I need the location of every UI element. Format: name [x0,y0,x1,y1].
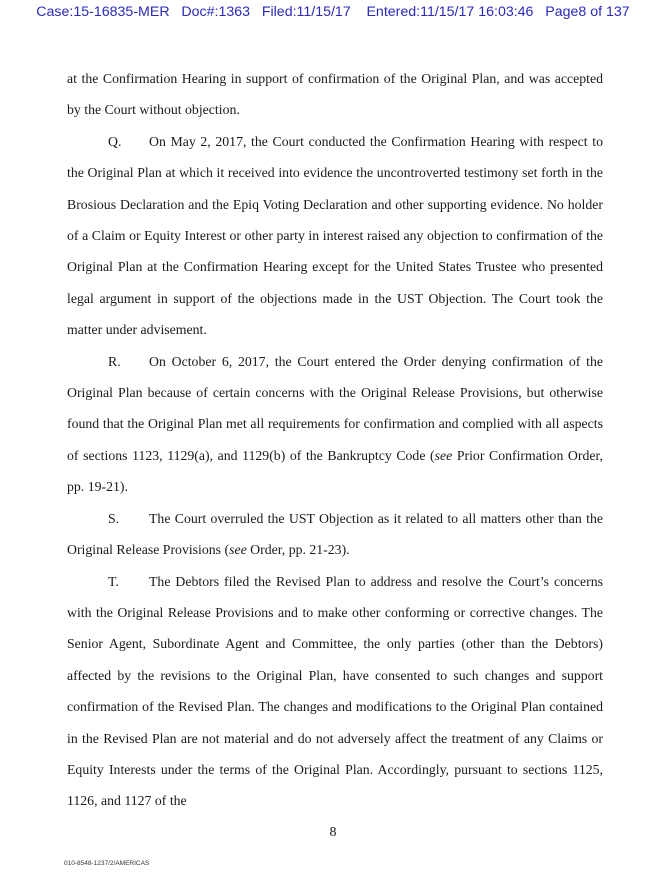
body-text [67,63,603,817]
paragraph-text-after: Prior Confirmation Order, pp. 19-21). [67,447,603,495]
paragraph-continuation [67,63,603,126]
paragraph-t [67,566,603,817]
footer-stamp: 010-8548-1237/2/AMERICAS [64,860,150,867]
paragraph-s [67,503,603,566]
italic-signal: see [434,447,453,463]
paragraph-q [67,126,603,346]
paragraph-r [67,346,603,503]
paragraph-text: On May 2, 2017, the Court conducted the Confirmation Hearing with respect to the Original Plan at which it received into evidence the uncontroverted testimony set forth in the Brosious Declaration and the Epiq Voting Declaration and other supporting evidence. No holder of a Claim or Equity Interest or other party in interest raised any objection to confirmation of the Original Plan at the Confirmation Hearing except for the United States Trustee who presented legal argument in support of the objections made in the UST Objection. The Court took the matter under advisement. [67,133,603,338]
paragraph-letter: T. [108,573,119,589]
paragraph-letter: Q. [108,133,122,149]
paragraph-text: The Court overruled the UST Objection as it related to all matters other than the Original Release Provisions ( [67,510,603,558]
paragraph-text-after: Order, pp. 21-23). [246,542,350,558]
paragraph-text: The Debtors filed the Revised Plan to address and resolve the Court’s concerns with the Original Release Provisions and to make other conforming or corrective changes. The Senior Agent, Subordinate Agent and Committee, the only parties (other than the Debtors) affected by the revisions to the Original Plan, have consented to such changes and support confirmation of the Revised Plan. The changes and modifications to the Original Plan contained in the Revised Plan are not material and do not adversely affect the treatment of any Claims or Equity Interests under the terms of the Original Plan. Accordingly, pursuant to sections 1125, 1126, and 1127 of the [67,573,603,809]
paragraph-letter: R. [108,353,121,369]
italic-signal: see [229,542,247,558]
page-number: 8 [329,825,337,840]
paragraph-letter: S. [108,510,120,526]
case-header: Case:15-16835-MER Doc#:1363 Filed:11/15/17 Entered:11/15/17 16:03:46 Page8 of 137 [36,4,630,20]
paragraph-text: On October 6, 2017, the Court entered the Order denying confirmation of the Original Plan because of certain concerns with the Original Release Provisions, but otherwise found that the Original Plan met all requirements for confirmation and complied with all aspects of sections 1123, 1129(a), and 1129(b) of the Bankruptcy Code ( [67,353,603,463]
paragraph-text: at the Confirmation Hearing in support of confirmation of the Original Plan, and was accepted by the Court without objection. [67,71,603,118]
